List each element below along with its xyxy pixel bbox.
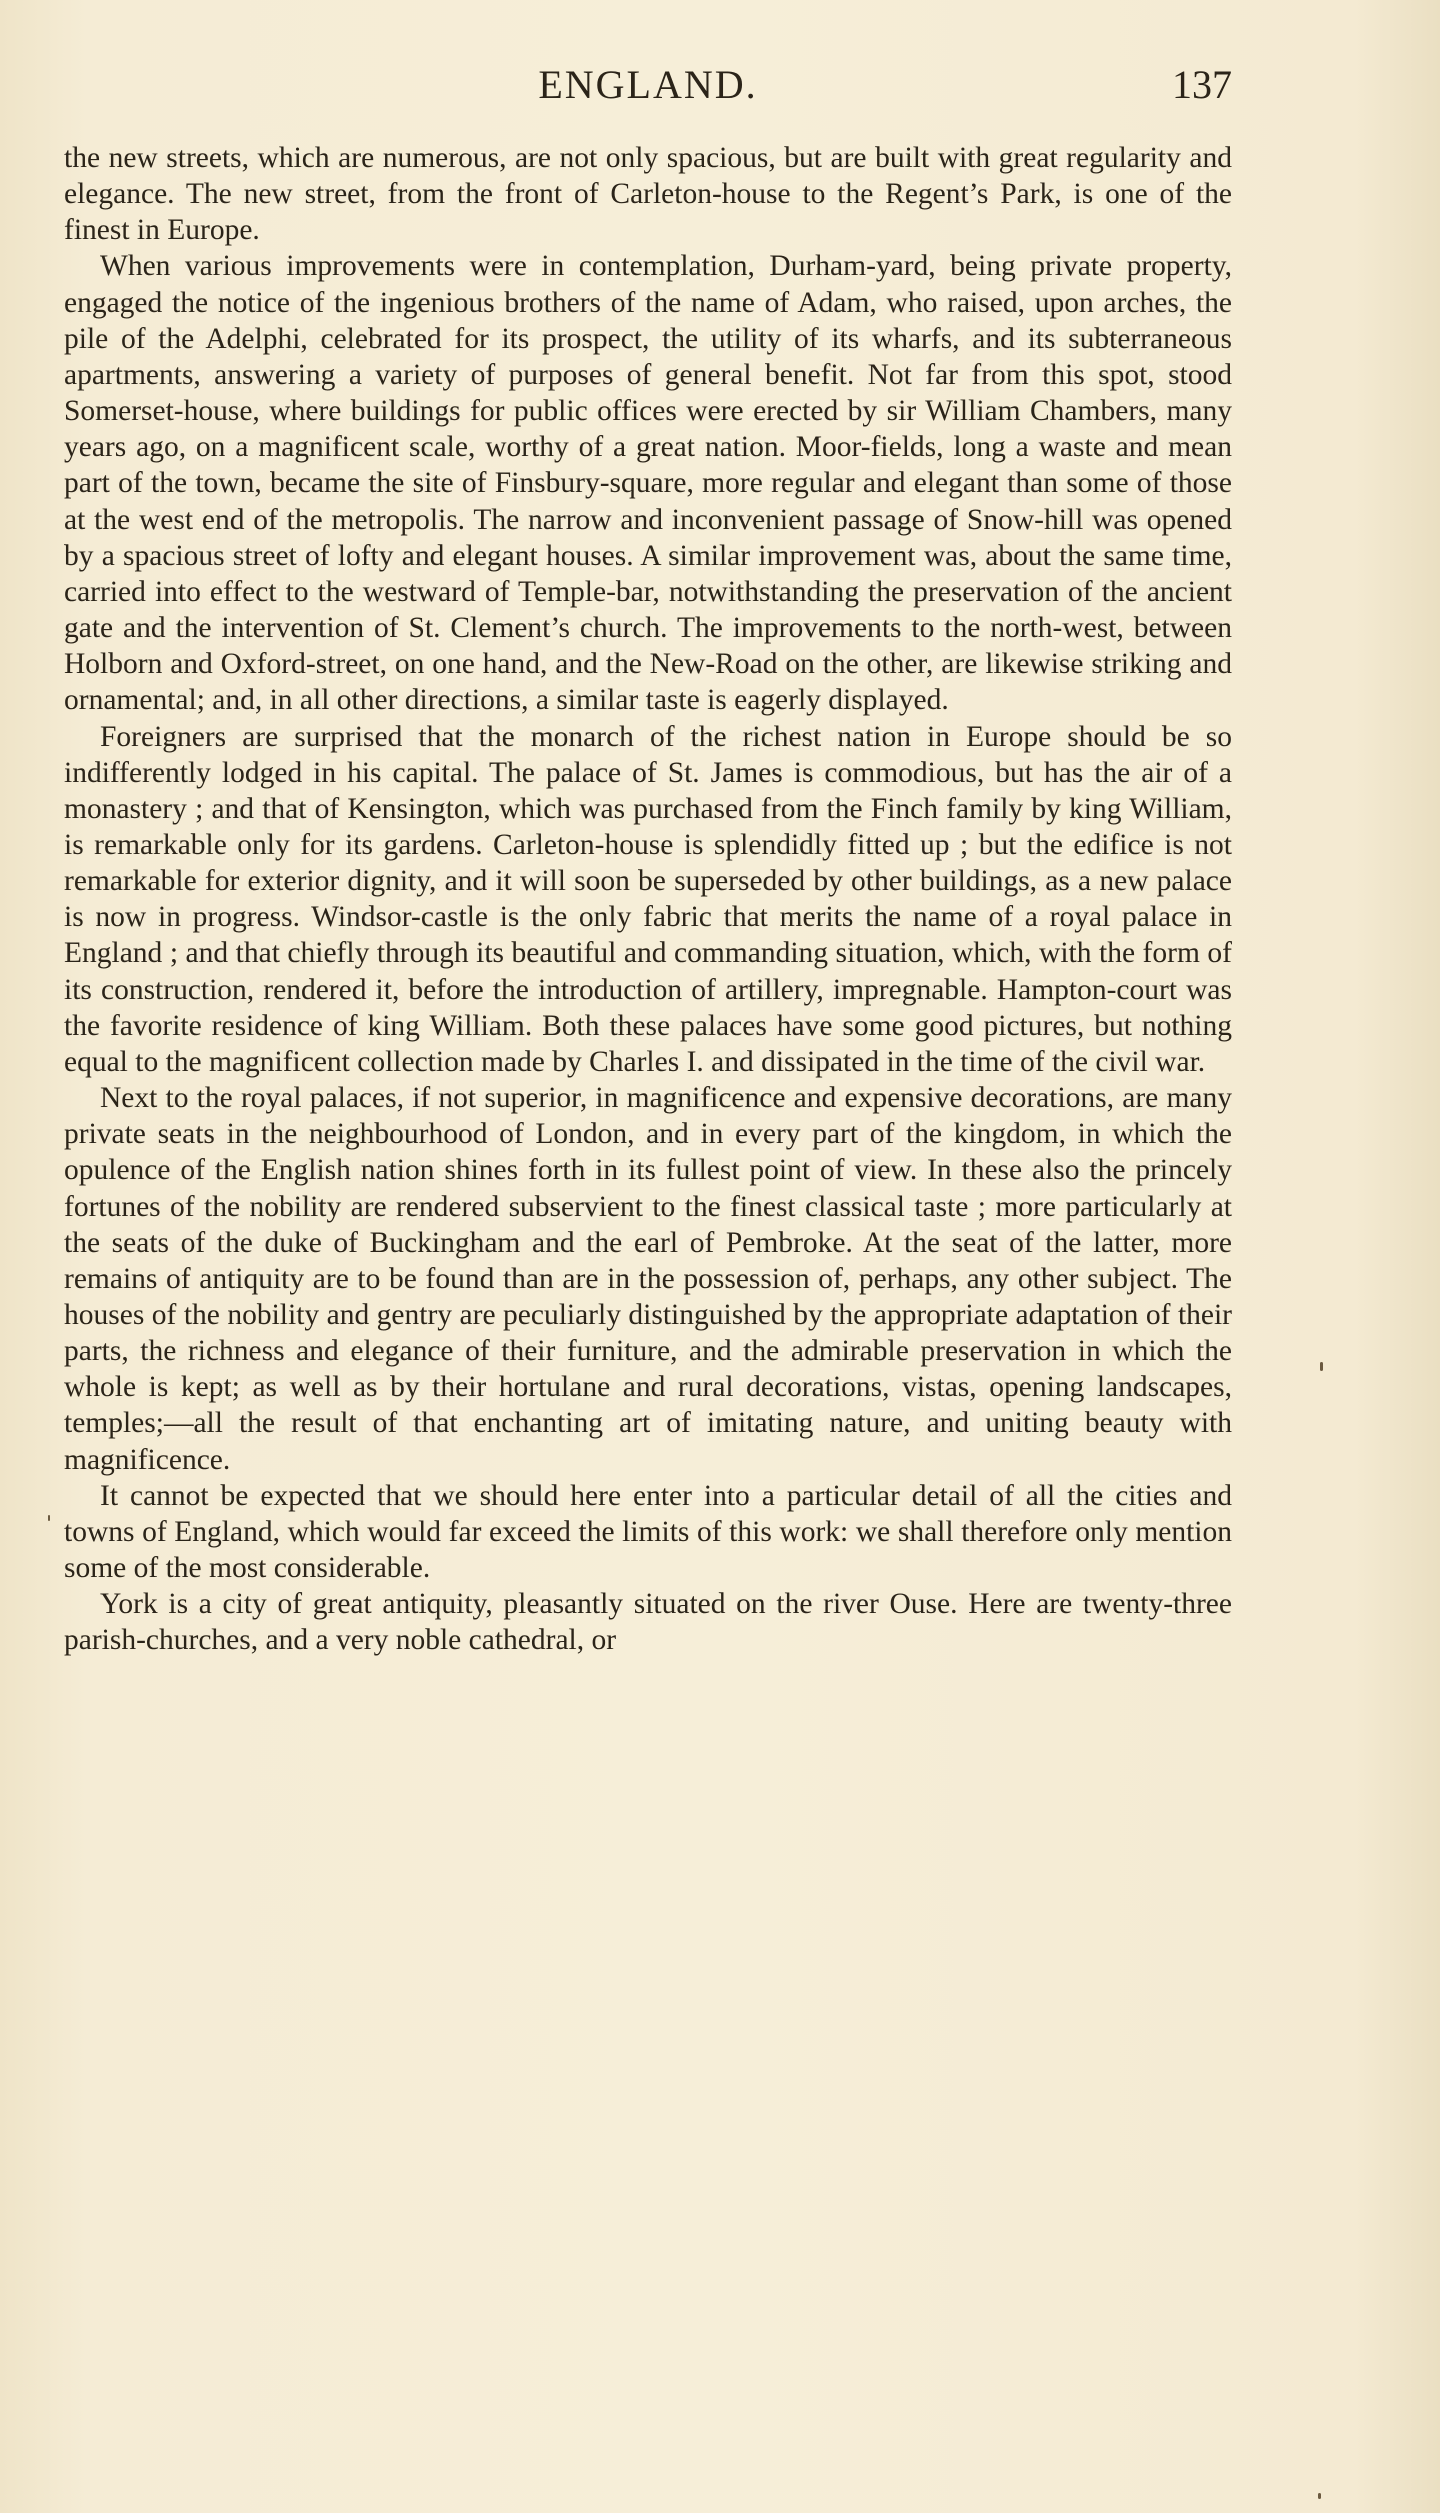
paragraph-york: York is a city of great antiquity, pleasantly situated on the river Ouse. Here are twenty-three parish-churches, and a very noble cathedral, or [64,1588,1232,1657]
running-head: ENGLAND. [538,62,758,107]
print-speck [1318,2493,1321,2499]
print-speck [1320,1362,1323,1371]
page-number: 137 [1172,62,1232,107]
paragraph-continuation: the new streets, which are numerous, are not only spacious, but are built with great regularity and elegance. The new street, from the front of Carleton-house to the Regent’s Park, is one of the finest in Europe. [64,142,1232,247]
paragraph-improvements: When various improvements were in contemplation, Durham-yard, being private property, engaged the notice of the ingenious brothers of the name of Adam, who raised, upon arches, the pile of the Adelphi, celebrated for its prospect, the utility of its wharfs, and its subterraneous apartments, answering a variety of purposes of general benefit. Not far from this spot, stood Somerset-house, where buildings for public offices were erected by sir William Chambers, many years ago, on a magnificent scale, worthy of a great nation. Moor-fields, long a waste and mean part of the town, became the site of Finsbury-square, more regular and elegant than some of those at the west end of the metropolis. The narrow and inconvenient passage of Snow-hill was opened by a spacious street of lofty and elegant houses. A similar improvement was, about the same time, carried into effect to the westward of Temple-bar, notwithstanding the preservation of the ancient gate and the intervention of St. Clement’s church. The improvements to the north-west, between Holborn and Oxford-street, on one hand, and the New-Road on the other, are likewise striking and ornamental; and, in all other directions, a similar taste is eagerly displayed. [64,250,1232,717]
paragraph-palaces: Foreigners are surprised that the monarch of the richest nation in Europe should be so indifferently lodged in his capital. The palace of St. James is commodious, but has the air of a monastery ; and that of Kensington, which was purchased from the Finch family by king William, is remarkable only for its gardens. Carleton-house is splendidly fitted up ; but the edifice is not remarkable for exterior dignity, and it will soon be superseded by other buildings, as a new palace is now in progress. Windsor-castle is the only fabric that merits the name of a royal palace in England ; and that chiefly through its beautiful and commanding situation, which, with the form of its construction, rendered it, before the introduction of artillery, impregnable. Hampton-court was the favorite residence of king William. Both these palaces have some good pictures, but nothing equal to the magnificent collection made by Charles I. and dissipated in the time of the civil war. [64,720,1232,1078]
page-header [64,60,1232,110]
print-speck [48,1515,50,1521]
paragraph-private-seats: Next to the royal palaces, if not superior, in magnificence and expensive decorations, are many private seats in the neighbourhood of London, and in every part of the kingdom, in which the opulence of the English nation shines forth in its fullest point of view. In these also the princely fortunes of the nobility are rendered subservient to the finest classical taste ; more particularly at the seats of the duke of Buckingham and the earl of Pembroke. At the seat of the latter, more remains of antiquity are to be found than are in the possession of, perhaps, any other subject. The houses of the nobility and gentry are peculiarly distinguished by the appropriate adaptation of their parts, the richness and elegance of their furniture, and the admirable preservation in which the whole is kept; as well as by their hortulane and rural decorations, vistas, opening landscapes, temples;—all the result of that enchanting art of imitating nature, and uniting beauty with magnificence. [64,1082,1232,1476]
body-text [64,140,1232,1659]
paragraph-cities-intro: It cannot be expected that we should here enter into a particular detail of all the cities and towns of England, which would far exceed the limits of this work: we shall therefore only mention some of the most considerable. [64,1479,1232,1585]
